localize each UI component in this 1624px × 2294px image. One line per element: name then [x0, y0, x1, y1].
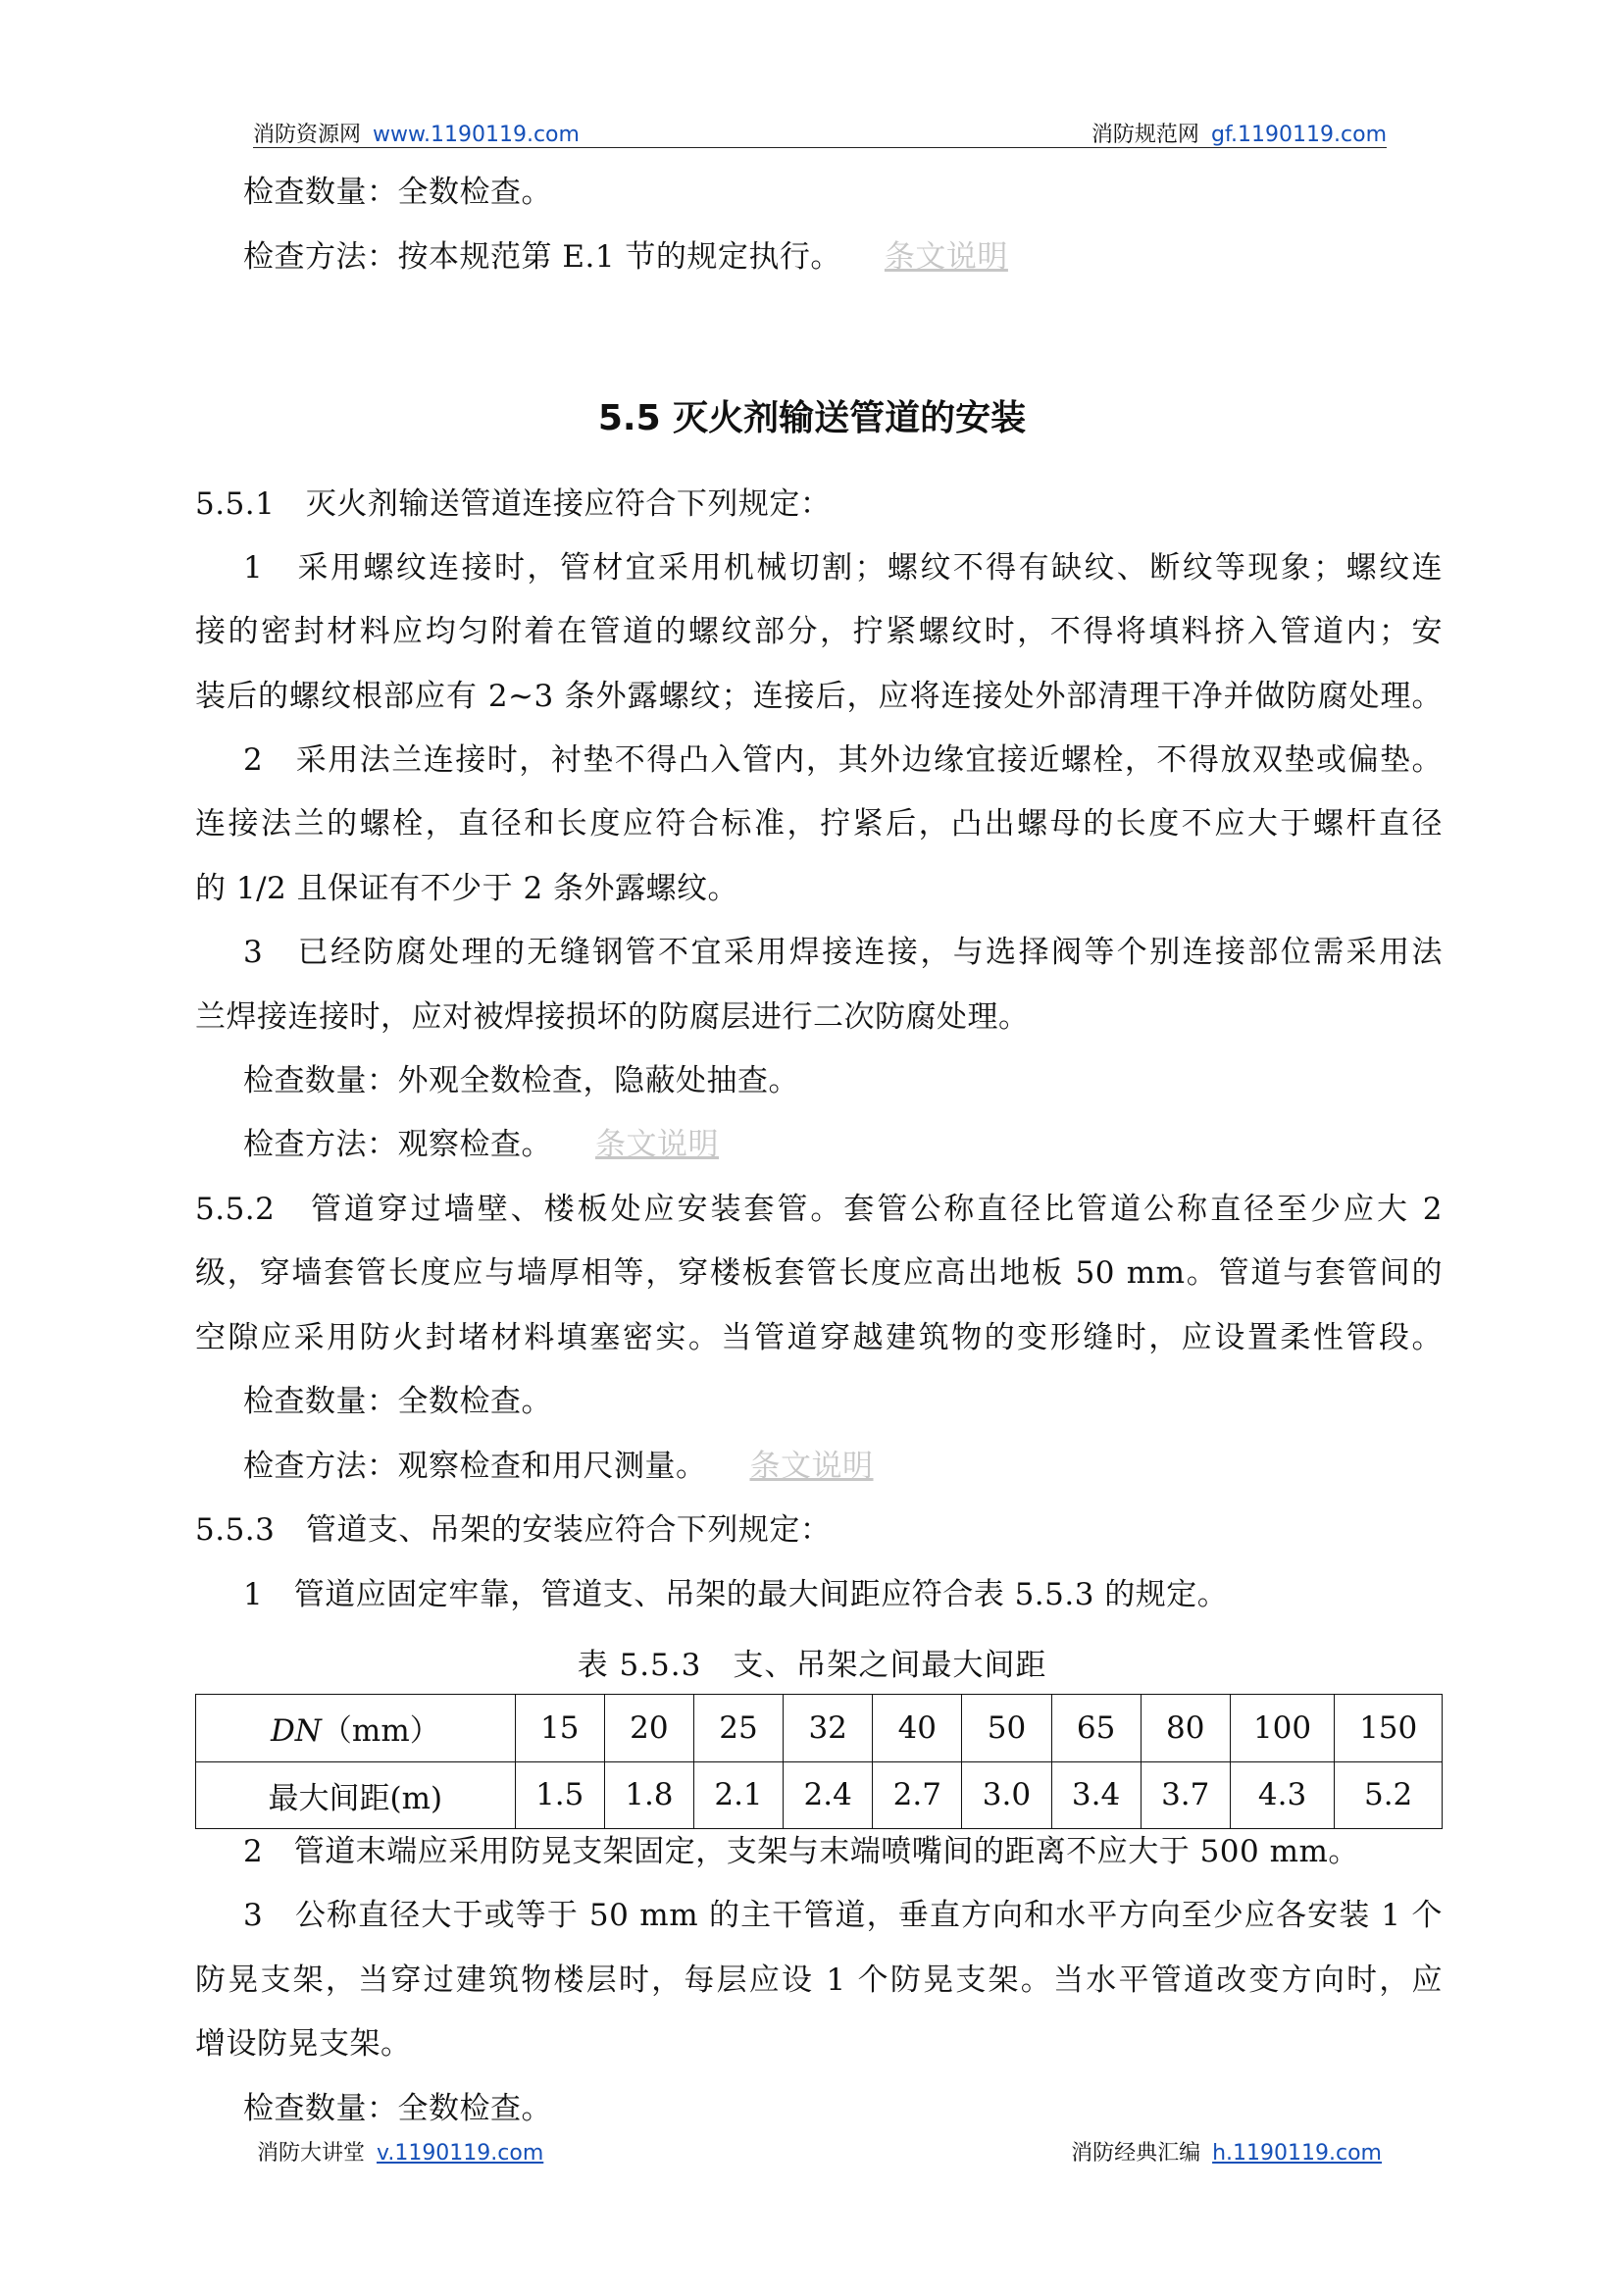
clause-5-5-3-item3-line1: 3 公称直径大于或等于 50 mm 的主干管道，垂直方向和水平方向至少应各安装 1 个: [243, 1898, 1443, 1933]
table-cell-dn: 25: [693, 1695, 783, 1762]
clause-5-5-1-item3-line1: 3 已经防腐处理的无缝钢管不宜采用焊接连接，与选择阀等个别连接部位需采用法: [243, 935, 1443, 970]
footer-right-label: 消防经典汇编: [1071, 2141, 1201, 2166]
clause-5-5-1-item1-line1: 1 采用螺纹连接时，管材宜采用机械切割；螺纹不得有缺纹、断纹等现象；螺纹连: [243, 550, 1443, 586]
clause-5-5-1-item2-line1: 2 采用法兰连接时，衬垫不得凸入管内，其外边缘宜接近螺栓，不得放双垫或偏垫。: [243, 742, 1443, 778]
clause-5-5-2-method-line: [243, 1447, 874, 1486]
clause-5-5-3-item3-line3: 增设防晃支架。: [195, 2026, 412, 2062]
dn-unit: （mm）: [321, 1713, 440, 1750]
clause-5-5-1-item1-line2: 接的密封材料应均匀附着在管道的螺纹部分，拧紧螺纹时，不得将填料挤入管道内；安: [195, 614, 1443, 649]
table-cell-spacing: 2.7: [873, 1761, 962, 1829]
clause-explanation-link-3[interactable]: 条文说明: [749, 1449, 874, 1484]
table-cell-spacing: 3.7: [1141, 1761, 1230, 1829]
table-cell-spacing: 3.4: [1051, 1761, 1141, 1829]
table-cell-dn: 32: [784, 1695, 873, 1762]
header-left-label: 消防资源网: [253, 123, 362, 147]
table-header-spacing: 最大间距(m): [196, 1761, 516, 1829]
clause-5-5-2-method: 检查方法：观察检查和用尺测量。: [243, 1449, 707, 1484]
table-cell-spacing: 5.2: [1335, 1761, 1443, 1829]
table-cell-dn: 65: [1051, 1695, 1141, 1762]
table-cell-dn: 15: [515, 1695, 604, 1762]
footer-left-label: 消防大讲堂: [257, 2141, 366, 2166]
section-title: 5.5 灭火剂输送管道的安装: [597, 398, 1027, 438]
table-cell-spacing: 1.5: [515, 1761, 604, 1829]
table-cell-spacing: 4.3: [1230, 1761, 1335, 1829]
header-left-link[interactable]: www.1190119.com: [373, 123, 580, 147]
clause-5-5-1-head: 5.5.1 灭火剂输送管道连接应符合下列规定：: [195, 486, 832, 522]
table-cell-dn: 20: [604, 1695, 693, 1762]
table-cell-dn: 100: [1230, 1695, 1335, 1762]
table-cell-spacing: 2.4: [784, 1761, 873, 1829]
table-row-dn: [196, 1695, 1443, 1762]
support-spacing-table: [195, 1694, 1443, 1829]
clause-5-5-2-line2: 级，穿墙套管长度应与墙厚相等，穿楼板套管长度应高出地板 50 mm。管道与套管间的: [195, 1255, 1443, 1291]
clause-5-5-2-count: 检查数量：全数检查。: [243, 1384, 552, 1419]
clause-5-5-3-item2: 2 管道末端应采用防晃支架固定，支架与末端喷嘴间的距离不应大于 500 mm。: [243, 1834, 1359, 1869]
clause-5-5-1-method-line: [243, 1125, 719, 1164]
header-left: [253, 118, 580, 148]
footer-right-link[interactable]: h.1190119.com: [1212, 2141, 1382, 2166]
header-right: [1091, 118, 1387, 148]
table-cell-dn: 40: [873, 1695, 962, 1762]
top-method: 检查方法：按本规范第 E.1 节的规定执行。: [243, 239, 841, 275]
table-cell-dn: 50: [962, 1695, 1051, 1762]
clause-5-5-2-line1: 5.5.2 管道穿过墙壁、楼板处应安装套管。套管公称直径比管道公称直径至少应大 2: [195, 1192, 1443, 1227]
top-method-line: [243, 237, 1008, 277]
clause-5-5-1-count: 检查数量：外观全数检查，隐蔽处抽查。: [243, 1063, 799, 1098]
top-count: 检查数量：全数检查。: [243, 175, 552, 210]
clause-5-5-3-head: 5.5.3 管道支、吊架的安装应符合下列规定：: [195, 1512, 832, 1548]
footer-left: [257, 2136, 543, 2167]
clause-5-5-3-item1: 1 管道应固定牢靠，管道支、吊架的最大间距应符合表 5.5.3 的规定。: [243, 1577, 1229, 1612]
table-row-spacing: [196, 1761, 1443, 1829]
clause-explanation-link-1[interactable]: 条文说明: [884, 239, 1008, 275]
header-right-label: 消防规范网: [1091, 123, 1199, 147]
clause-5-5-1-item2-line2: 连接法兰的螺栓，直径和长度应符合标准，拧紧后，凸出螺母的长度不应大于螺杆直径: [195, 806, 1443, 841]
dn-label: DN: [270, 1713, 322, 1750]
footer-left-link[interactable]: v.1190119.com: [377, 2141, 544, 2166]
table-cell-spacing: 2.1: [693, 1761, 783, 1829]
table-cell-spacing: 1.8: [604, 1761, 693, 1829]
clause-5-5-2-line3: 空隙应采用防火封堵材料填塞密实。当管道穿越建筑物的变形缝时，应设置柔性管段。: [195, 1320, 1443, 1355]
clause-5-5-1-item3-line2: 兰焊接连接时，应对被焊接损坏的防腐层进行二次防腐处理。: [195, 999, 1030, 1035]
table-cell-dn: 150: [1335, 1695, 1443, 1762]
clause-5-5-3-item3-line2: 防晃支架，当穿过建筑物楼层时，每层应设 1 个防晃支架。当水平管道改变方向时，应: [195, 1963, 1443, 1998]
table-cell-spacing: 3.0: [962, 1761, 1051, 1829]
header-right-link[interactable]: gf.1190119.com: [1210, 123, 1387, 147]
clause-5-5-1-method: 检查方法：观察检查。: [243, 1127, 552, 1162]
footer-right: [1071, 2136, 1382, 2167]
page-header: [0, 116, 1624, 155]
table-cell-dn: 80: [1141, 1695, 1230, 1762]
table-caption: 表 5.5.3 支、吊架之间最大间距: [577, 1648, 1047, 1683]
page-footer: [0, 2134, 1624, 2173]
clause-explanation-link-2[interactable]: 条文说明: [595, 1127, 719, 1162]
clause-5-5-1-item2-line3: 的 1/2 且保证有不少于 2 条外露螺纹。: [195, 871, 739, 906]
header-rule: [253, 147, 1387, 148]
table-header-dn: [196, 1695, 516, 1762]
clause-5-5-1-item1-line3: 装后的螺纹根部应有 2~3 条外露螺纹；连接后，应将连接处外部清理干净并做防腐处理。: [195, 679, 1443, 714]
clause-5-5-3-count: 检查数量：全数检查。: [243, 2091, 552, 2126]
